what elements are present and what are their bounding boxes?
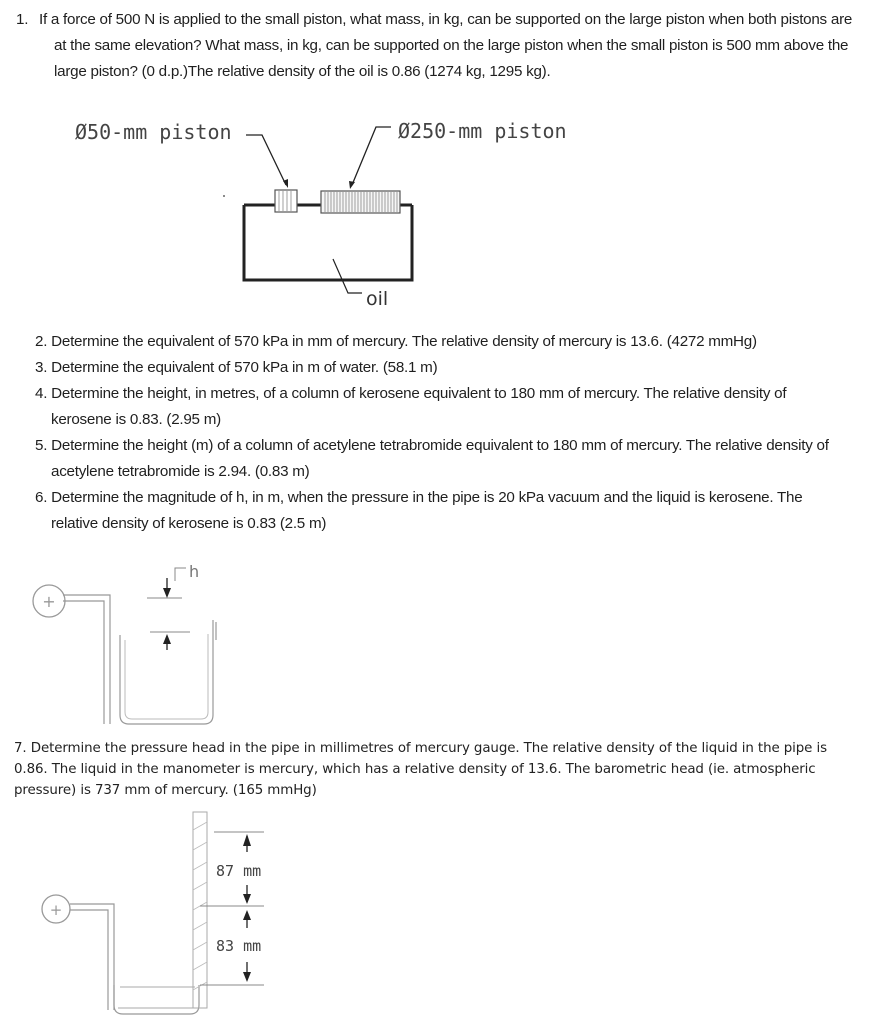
pipe-symbol: + xyxy=(49,901,63,919)
question-number: 7. xyxy=(14,741,27,756)
question-7 xyxy=(14,738,859,801)
question-2 xyxy=(35,329,835,355)
question-number: 5. xyxy=(35,437,48,454)
question-list xyxy=(35,329,835,537)
question-number: 6. xyxy=(35,489,48,506)
arrow-up-icon xyxy=(243,834,251,846)
arrow-down-icon xyxy=(243,894,251,904)
manometer-hg-diagram xyxy=(42,812,264,1014)
lower-dimension-label: 83 mm xyxy=(216,937,262,955)
oil-container xyxy=(244,205,412,280)
question-text: Determine the pressure head in the pipe in millimetres of mercury gauge. The relative density of the liquid in the pipe is 0.86. The liquid in the manometer is mercury, which has a relative density of 13.6. The barometric head (ie. atmospheric pressure) is 737 mm of mercury. (165 mmHg) xyxy=(14,741,827,798)
h-label: h xyxy=(189,562,200,581)
vertical-tube xyxy=(193,812,207,1008)
question-text: If a force of 500 N is applied to the small piston, what mass, in kg, can be supported on the large piston when both pistons are at the same elevation? What mass, in kg, can be supported on the large piston when the small piston is 500 mm above the large piston? (0 d.p.)The relative density of the oil is 0.86 (1274 kg, 1295 kg). xyxy=(38,11,853,80)
arrow-down-icon xyxy=(163,588,171,598)
small-piston xyxy=(275,190,297,212)
arrow-icon xyxy=(349,181,355,189)
question-number: 3. xyxy=(35,359,48,376)
small-piston-leader xyxy=(246,135,286,185)
question-4 xyxy=(35,381,835,433)
reservoir xyxy=(114,985,199,1014)
large-piston-leader xyxy=(352,127,391,185)
question-text: Determine the magnitude of h, in m, when the pressure in the pipe is 20 kPa vacuum and the liquid is kerosene. The relative density of kerosene is 0.83 (2.5 m) xyxy=(51,489,803,532)
small-piston-label: Ø50-mm piston xyxy=(75,120,232,144)
piston-diagram xyxy=(75,119,567,310)
question-text: Determine the height (m) of a column of acetylene tetrabromide equivalent to 180 mm of mercury. The relative density of acetylene tetrabromide is 2.94. (0.83 m) xyxy=(51,437,829,480)
pipe-symbol: + xyxy=(42,592,56,611)
manometer-h-diagram xyxy=(33,562,216,724)
question-text: Determine the equivalent of 570 kPa in m of water. (58.1 m) xyxy=(51,359,438,376)
oil-leader xyxy=(333,259,362,293)
upper-dimension-label: 87 mm xyxy=(216,862,262,880)
question-6 xyxy=(35,485,835,537)
question-number: 4. xyxy=(35,385,48,402)
question-text: Determine the equivalent of 570 kPa in mm of mercury. The relative density of mercury is 13.6. (4272 mmHg) xyxy=(51,333,757,350)
oil-label: oil xyxy=(366,288,389,310)
question-3 xyxy=(35,355,835,381)
arrow-down-icon xyxy=(243,972,251,982)
question-text: Determine the height, in metres, of a column of kerosene equivalent to 180 mm of mercury. The relative density of kerosene is 0.83. (2.95 m) xyxy=(51,385,787,428)
question-1: 1. If a force of 500 N is applied to the small piston, what mass, in kg, can be supported on the large piston when both pistons are at the same elevation? What mass, in kg, can be supported on the large piston when the small piston is 500 mm above the large piston? (0 d.p.)The relative density of the oil is 0.86 (1274 kg, 1295 kg). xyxy=(16,11,853,80)
large-piston-label: Ø250-mm piston xyxy=(398,119,567,143)
question-number: 2. xyxy=(35,333,48,350)
question-5 xyxy=(35,433,835,485)
